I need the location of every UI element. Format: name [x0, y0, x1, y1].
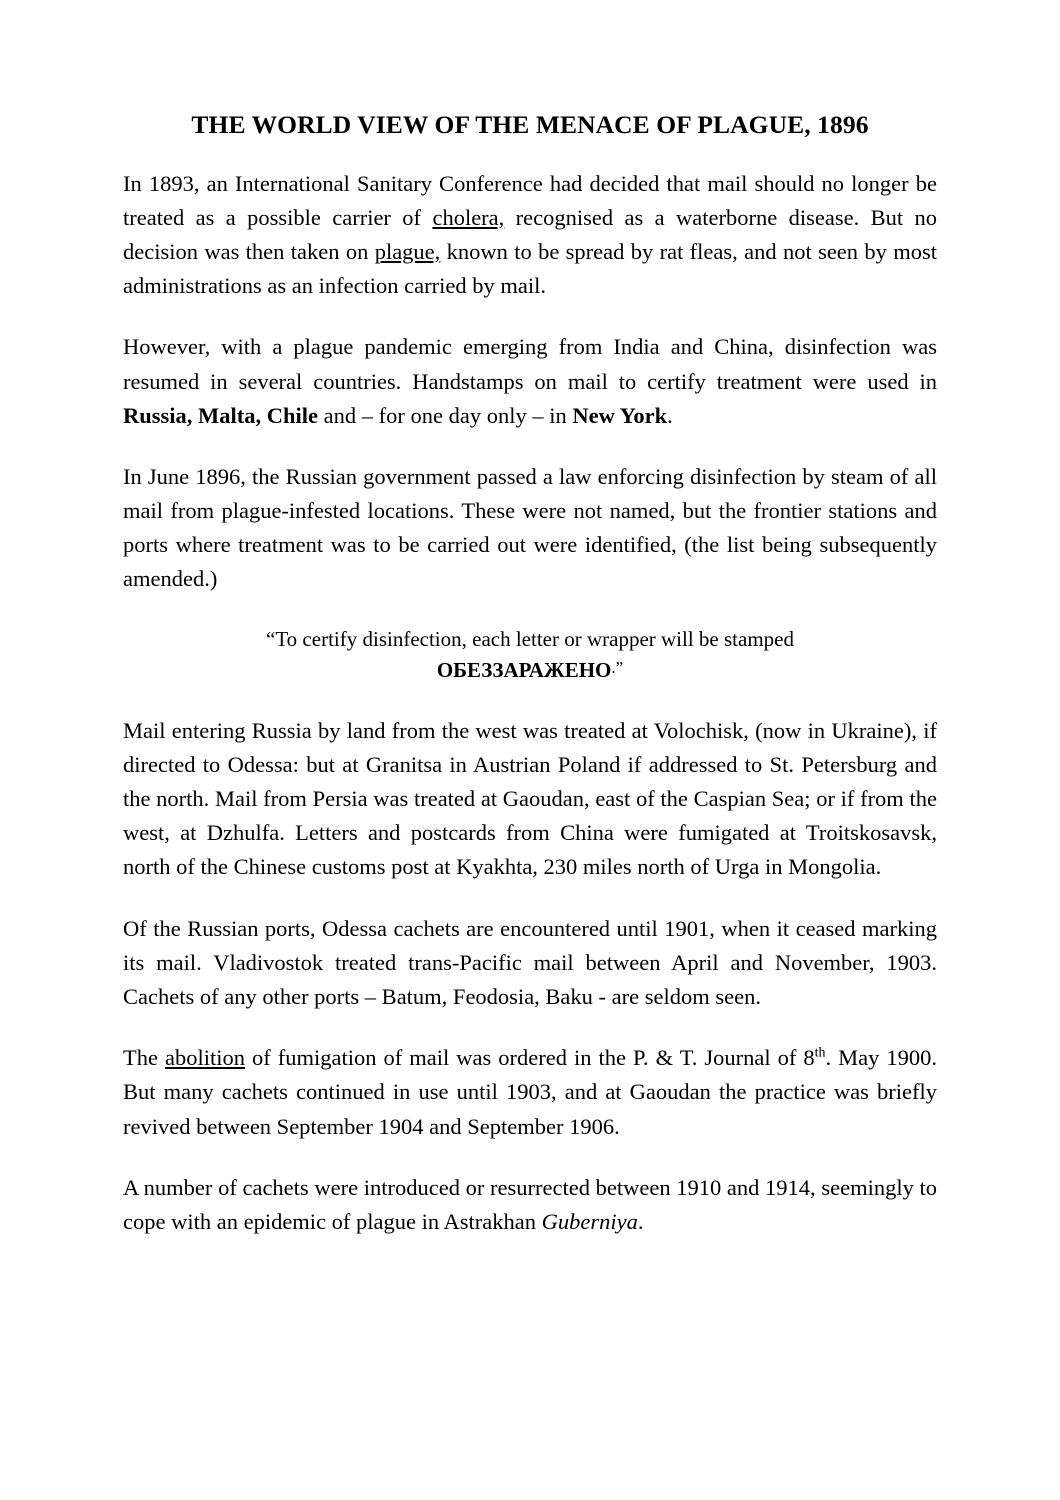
paragraph-5: Of the Russian ports, Odessa cachets are encountered until 1901, when it ceased marking its mail. Vladivostok treated trans-Pacific mail between April and November, 1903. Cachets of any other ports – Batum, Feodosia, Baku - are seldom seen.	[123, 915, 937, 1009]
bold-countries-list: Russia, Malta, Chile	[123, 402, 319, 428]
paragraph-1-text-c: known to be spread by rat fleas, and not seen by most administrations as an infection carried by mail.	[123, 238, 938, 299]
italic-term-guberniya: Guberniya	[541, 1208, 638, 1234]
paragraph-3: In June 1896, the Russian government passed a law enforcing disinfection by steam of all mail from plague-infested locations. These were not named, but the frontier stations and ports where treatment was to be carried out were identified, (the list being subsequently amended.)	[123, 463, 937, 592]
quote-line-2	[123, 655, 937, 687]
paragraph-7-text-b: .	[637, 1208, 644, 1234]
paragraph-1-text-a: In 1893, an International Sanitary Conference had decided that mail should no longer be treated as a possible carrier of	[123, 170, 937, 230]
underlined-term-cholera: cholera,	[432, 204, 505, 230]
paragraph-2-text-a: However, with a plague pandemic emerging from India and China, disinfection was resumed in several countries. Handstamps on mail to certify treatment were used in	[123, 334, 937, 394]
bold-city-new-york: New York	[572, 402, 668, 428]
quote-stamp-word: ОБЕЗЗАРАЖЕНО	[436, 658, 612, 683]
paragraph-7-text-a: A number of cachets were introduced or resurrected between 1910 and 1914, seemingly to cope with an epidemic of plague in Astrakhan	[123, 1174, 937, 1234]
blockquote	[123, 624, 937, 687]
paragraph-4: Mail entering Russia by land from the west was treated at Volochisk, (now in Ukraine), if directed to Odessa: but at Granitsa in Austrian Poland if addressed to St. Petersburg and the north. Mail from Persia was treated at Gaoudan, east of the Caspian Sea; or if from the west, at Dzhulfa. Letters and postcards from China were fumigated at Troitskosavsk, north of the Chinese customs post at Kyakhta, 230 miles north of Urga in Mongolia.	[123, 717, 937, 880]
paragraph-6-text-a: The	[123, 1045, 165, 1071]
paragraph-1-text-b: recognised as a waterborne disease. But no decision was then taken on	[123, 204, 937, 264]
paragraph-6-text-b: of fumigation of mail was ordered in the P. & T. Journal of 8	[245, 1045, 815, 1071]
paragraph-2-text-b: and – for one day only – in	[318, 402, 573, 428]
ordinal-suffix: th	[814, 1045, 826, 1061]
paragraph-6-text-c: . May 1900. But many cachets continued in use until 1903, and at Gaoudan the practice was briefly revived between September 1904 and September 1906.	[123, 1045, 938, 1139]
paragraph-6	[123, 1041, 937, 1144]
quote-end-mark: .”	[611, 658, 624, 678]
paragraph-7	[123, 1171, 937, 1239]
paragraph-2-text-c: .	[667, 402, 673, 428]
underlined-term-plague: plague,	[374, 238, 441, 264]
paragraph-1	[123, 167, 937, 304]
page-title: THE WORLD VIEW OF THE MENACE OF PLAGUE, 1896	[191, 110, 869, 139]
quote-line-1: “To certify disinfection, each letter or wrapper will be stamped	[266, 626, 794, 651]
paragraph-2	[123, 330, 937, 433]
underlined-term-abolition: abolition	[165, 1045, 245, 1071]
